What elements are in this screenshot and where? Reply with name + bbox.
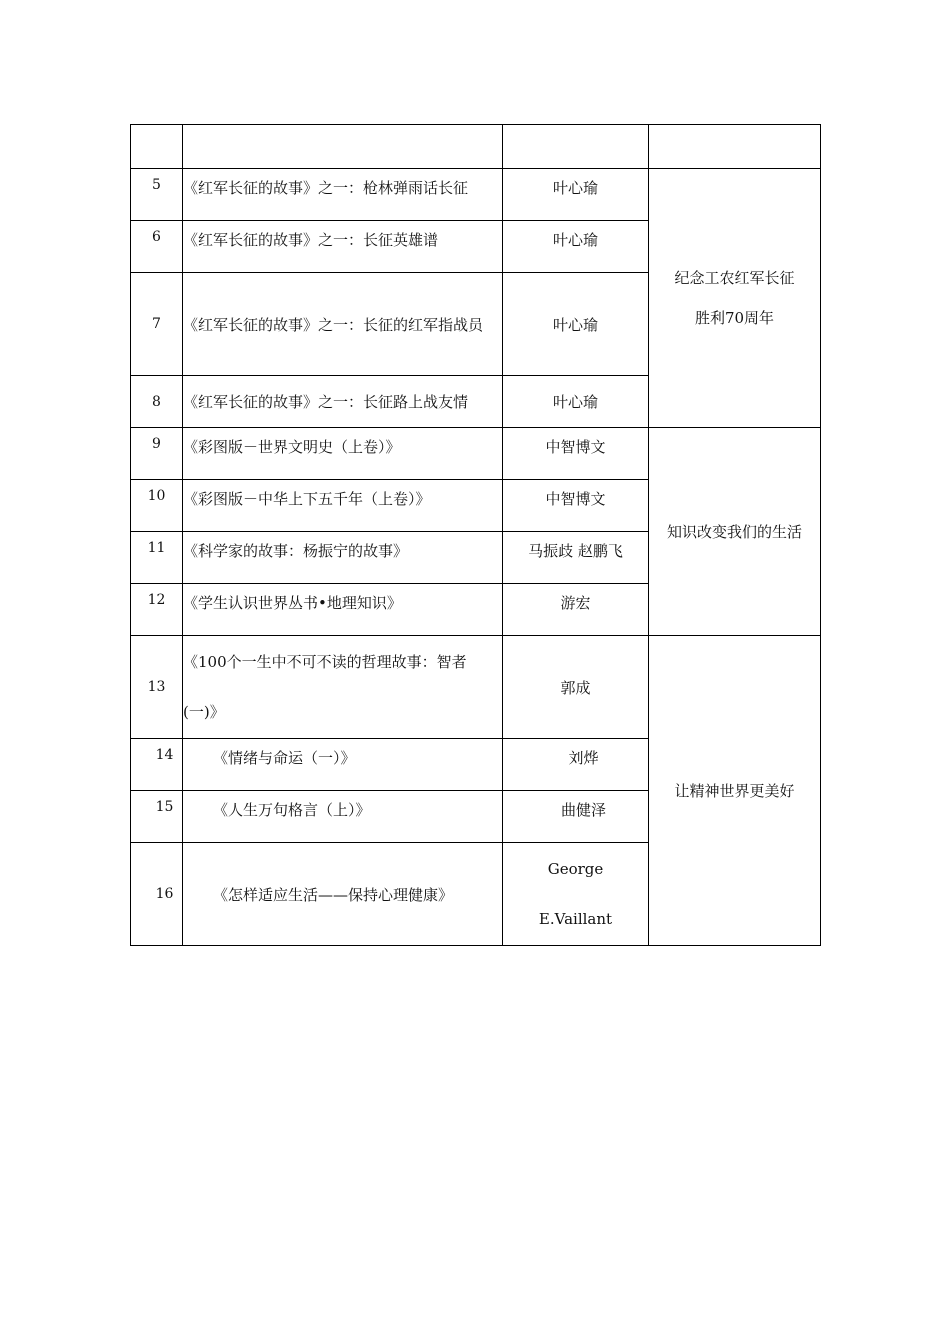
row-number: 7	[131, 273, 183, 376]
book-title: 《红军长征的故事》之一：长征英雄谱	[183, 221, 503, 273]
book-list-table	[130, 124, 821, 946]
book-title: 《红军长征的故事》之一：长征路上战友情	[183, 376, 503, 428]
header-cell-author	[503, 125, 649, 169]
header-row	[131, 125, 821, 169]
row-number: 14	[131, 739, 183, 791]
book-author: 郭成	[503, 636, 649, 739]
header-cell-num	[131, 125, 183, 169]
theme-line: 胜利70周年	[694, 309, 775, 327]
row-number: 8	[131, 376, 183, 428]
row-number: 16	[131, 843, 183, 946]
header-cell-title	[183, 125, 503, 169]
table-row	[131, 169, 821, 221]
row-number: 13	[131, 636, 183, 739]
row-number: 5	[131, 169, 183, 221]
book-title: 《红军长征的故事》之一：枪林弹雨话长征	[183, 169, 503, 221]
book-author: 曲健泽	[503, 791, 649, 843]
table-row	[131, 428, 821, 480]
row-number: 12	[131, 584, 183, 636]
book-author: 叶心瑜	[503, 221, 649, 273]
book-author-line: George	[547, 860, 604, 878]
book-title: 《学生认识世界丛书•地理知识》	[183, 584, 503, 636]
book-title: 《彩图版－中华上下五千年（上卷）》	[183, 480, 503, 532]
header-cell-theme	[649, 125, 821, 169]
table-row	[131, 636, 821, 739]
theme-cell-spirit: 让精神世界更美好	[649, 636, 821, 946]
book-title: 《怎样适应生活——保持心理健康》	[183, 843, 503, 946]
theme-line: 纪念工农红军长征	[674, 269, 795, 287]
book-title-line: 《100个一生中不可不读的哲理故事：智者	[183, 653, 467, 671]
book-author: 刘烨	[503, 739, 649, 791]
book-author: 中智博文	[503, 480, 649, 532]
book-title: 《科学家的故事：杨振宁的故事》	[183, 532, 503, 584]
book-title-line: (一)》	[183, 703, 225, 721]
book-author: 叶心瑜	[503, 376, 649, 428]
book-title: 《红军长征的故事》之一：长征的红军指战员	[183, 273, 503, 376]
row-number: 6	[131, 221, 183, 273]
book-title: 《人生万句格言（上）》	[183, 791, 503, 843]
book-title	[183, 636, 503, 739]
book-author-line: E.Vaillant	[538, 910, 613, 928]
book-title: 《彩图版－世界文明史（上卷）》	[183, 428, 503, 480]
row-number: 10	[131, 480, 183, 532]
book-author: 叶心瑜	[503, 273, 649, 376]
book-title: 《情绪与命运（一）》	[183, 739, 503, 791]
book-author: 游宏	[503, 584, 649, 636]
theme-cell-long-march	[649, 169, 821, 428]
row-number: 9	[131, 428, 183, 480]
row-number: 11	[131, 532, 183, 584]
book-author	[503, 843, 649, 946]
book-author: 叶心瑜	[503, 169, 649, 221]
book-author: 马振歧 赵鹏飞	[503, 532, 649, 584]
theme-cell-knowledge: 知识改变我们的生活	[649, 428, 821, 636]
row-number: 15	[131, 791, 183, 843]
book-author: 中智博文	[503, 428, 649, 480]
